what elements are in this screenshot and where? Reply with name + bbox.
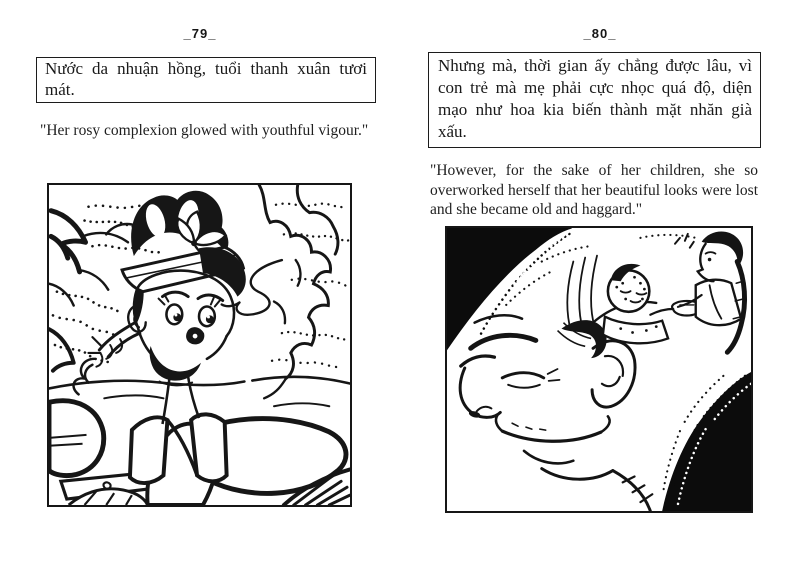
vietnamese-caption-box	[36, 57, 376, 103]
vietnamese-caption-text: Nước da nhuận hồng, tuổi thanh xuân tươi mát.	[45, 59, 367, 99]
vietnamese-caption-text: Nhưng mà, thời gian ấy chẳng được lâu, vì con trẻ mà mẹ phải cực nhọc quá độ, diện mạo như hoa kia biến thành mặt nhăn già xấu.	[438, 56, 752, 141]
english-translation: "However, for the sake of her children, she so overworked herself that her beautiful looks were lost and she became old and haggard."	[430, 162, 758, 218]
illustration-frame	[47, 183, 352, 507]
vietnamese-caption-box	[428, 52, 761, 148]
page-80	[400, 0, 800, 566]
english-translation: "Her rosy complexion glowed with youthful vigour."	[40, 122, 369, 139]
illustration-young-woman	[49, 185, 350, 505]
page-number: _80_	[583, 26, 617, 41]
illustration-frame	[445, 226, 753, 513]
page-number: _79_	[183, 26, 217, 41]
illustration-old-mother	[447, 228, 751, 511]
